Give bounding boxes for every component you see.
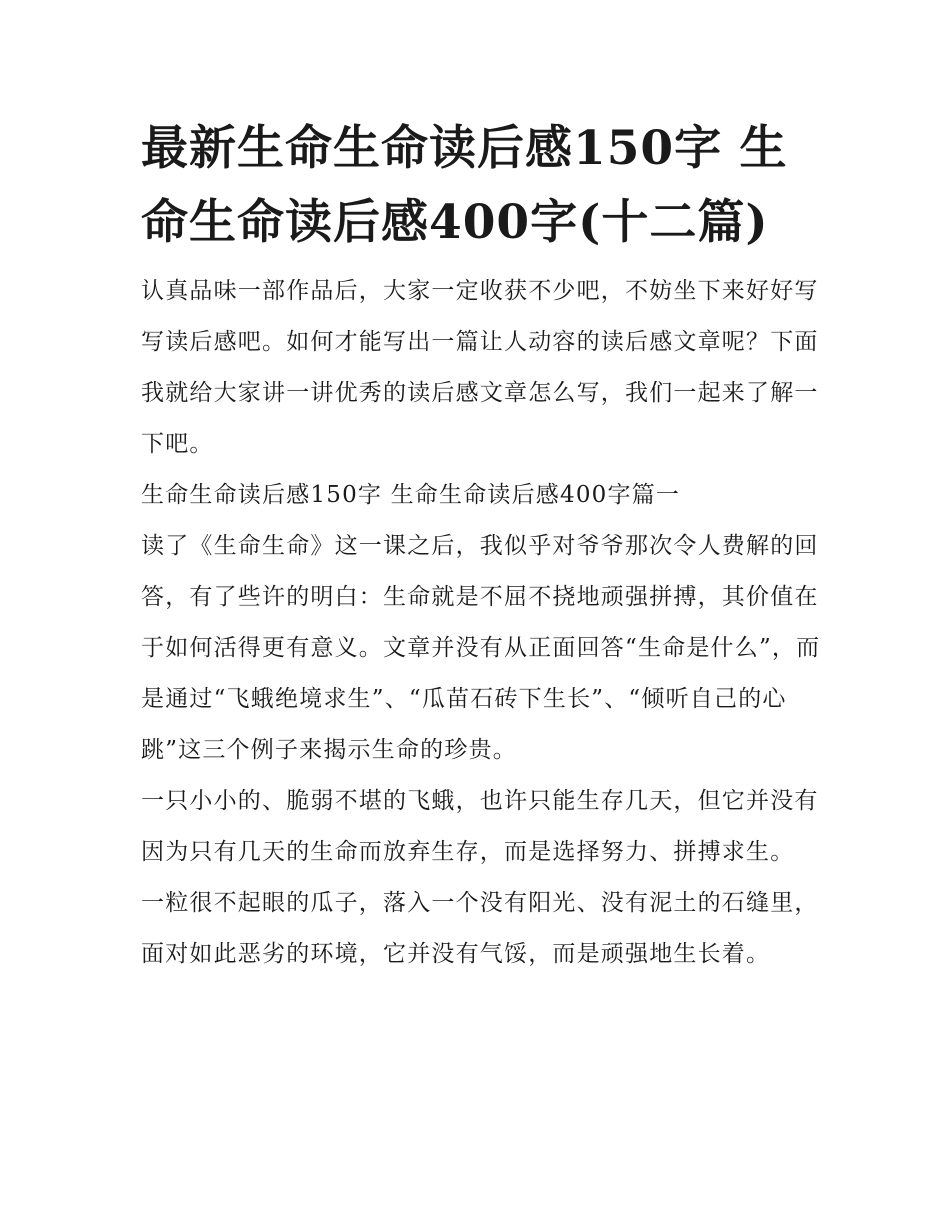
document-page [141,112,821,980]
body-paragraph: 一只小小的、脆弱不堪的飞蛾，也许只能生存几天，但它并没有因为只有几天的生命而放弃生存，而是选择努力、拼搏求生。 [141,788,819,865]
body-paragraph: 读了《生命生命》这一课之后，我似乎对爷爷那次令人费解的回答，有了些许的明白：生命就是不屈不挠地顽强拼搏，其价值在于如何活得更有意义。文章并没有从正面回答“生命是什么”，而是通过“飞蛾绝境求生”、“瓜苗石砖下生长”、“倾听自己的心跳”这三个例子来揭示生命的珍贵。 [141,533,821,763]
body-paragraph: 一粒很不起眼的瓜子，落入一个没有阳光、没有泥土的石缝里，面对如此恶劣的环境，它并没有气馁，而是顽强地生长着。 [141,890,819,967]
section-heading: 生命生命读后感150字 生命生命读后感400字篇一 [141,482,681,508]
intro-paragraph: 认真品味一部作品后，大家一定收获不少吧，不妨坐下来好好写写读后感吧。如何才能写出一篇让人动容的读后感文章呢？下面我就给大家讲一讲优秀的读后感文章怎么写，我们一起来了解一下吧。 [141,278,819,457]
document-title: 最新生命生命读后感150字 生命生命读后感400字(十二篇) [141,121,788,250]
